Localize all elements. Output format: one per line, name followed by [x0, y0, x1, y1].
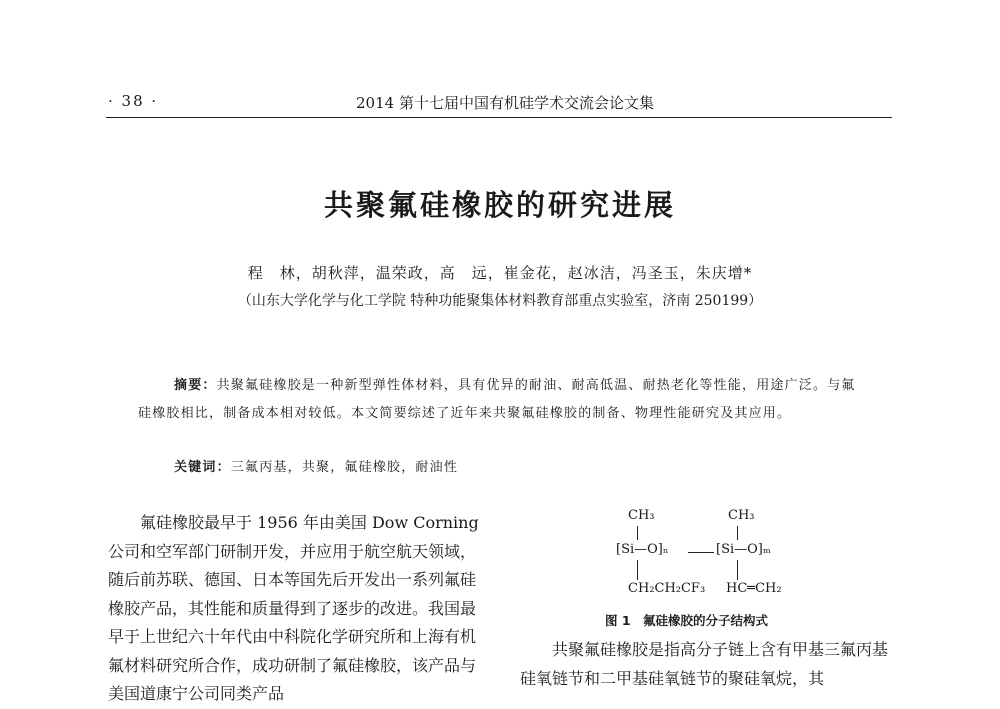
keywords-text: 三氟丙基，共聚，氟硅橡胶，耐油性	[230, 460, 459, 475]
bond-line	[637, 560, 638, 580]
page-number: · 38 ·	[108, 92, 159, 110]
authors: 程 林，胡秋萍，温荣政，高 远，崔金花，赵冰洁，冯圣玉，朱庆增*	[247, 264, 753, 282]
paper-title: 共聚氟硅橡胶的研究进展	[323, 188, 676, 222]
abstract-label: 摘要：	[174, 378, 217, 393]
keywords	[174, 456, 458, 475]
abstract	[138, 372, 866, 428]
bond-line	[688, 552, 714, 553]
running-title: 2014 第十七届中国有机硅学术交流会论文集	[356, 94, 654, 112]
abstract-text: 共聚氟硅橡胶是一种新型弹性体材料，具有优异的耐油、耐高低温、耐热老化等性能，用途广泛。与氟硅橡胶相比，制备成本相对较低。本文简要综述了近年来共聚氟硅橡胶的制备、物理性能研究及其应用。	[138, 378, 856, 421]
body-paragraph: 共聚氟硅橡胶是指高分子链上含有甲基三氟丙基硅氧链节和二甲基硅氧链节的聚硅氧烷，其	[520, 640, 889, 688]
body-paragraph: 氟硅橡胶最早于 1956 年由美国 Dow Corning 公司和空军部门研制开发，并应用于航空航天领域，随后前苏联、德国、日本等国先后开发出一系列氟硅橡胶产品，其性能和质量得到了逐步的改进。我国最早于上世纪六十年代由中科院化学研究所和上海有机氟材料研究所合作，成功研制了氟硅橡胶，该产品与美国道康宁公司同类产品	[108, 513, 479, 703]
siloxane-unit-m: [Si—O]ₘ	[716, 542, 771, 557]
molecular-structure-figure	[610, 508, 810, 603]
bond-line	[737, 526, 738, 540]
trifluoropropyl-group: CH₂CH₂CF₃	[628, 581, 706, 596]
bond-line	[737, 560, 738, 580]
keywords-label: 关键词：	[174, 460, 231, 475]
vinyl-group: HC═CH₂	[726, 581, 782, 596]
body-text-left-column	[108, 509, 488, 709]
figure-caption: 图 1 氟硅橡胶的分子结构式	[605, 613, 769, 628]
body-text-right-column	[520, 636, 892, 693]
methyl-group-right: CH₃	[728, 508, 755, 523]
affiliation: （山东大学化学与化工学院 特种功能聚集体材料教育部重点实验室，济南 250199）	[237, 293, 763, 309]
bond-line	[637, 526, 638, 540]
header-rule	[106, 117, 892, 118]
methyl-group-left: CH₃	[628, 508, 655, 523]
siloxane-unit-n: [Si—O]ₙ	[616, 542, 669, 557]
